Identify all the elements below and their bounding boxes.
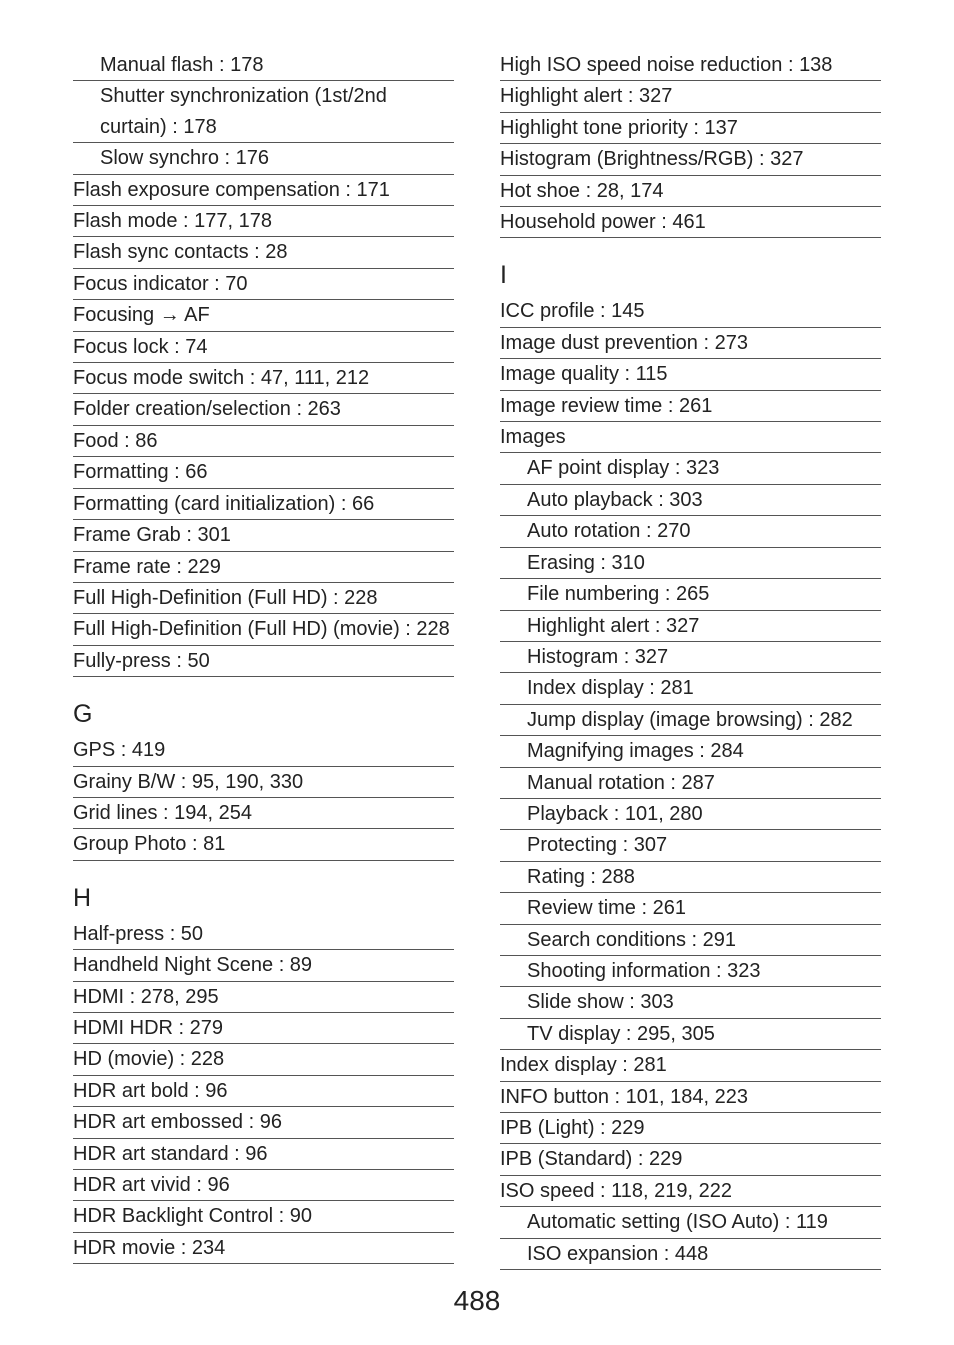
index-entry: Hot shoe : 28, 174 bbox=[500, 176, 881, 207]
index-subentry: AF point display : 323 bbox=[500, 453, 881, 484]
index-entry: Handheld Night Scene : 89 bbox=[73, 950, 454, 981]
index-subentry: Jump display (image browsing) : 282 bbox=[500, 705, 881, 736]
index-entry: Grid lines : 194, 254 bbox=[73, 798, 454, 829]
index-subentry: Auto rotation : 270 bbox=[500, 516, 881, 547]
index-subentry: Erasing : 310 bbox=[500, 548, 881, 579]
index-subentry: ISO expansion : 448 bbox=[500, 1239, 881, 1270]
index-entry: HDR art embossed : 96 bbox=[73, 1107, 454, 1138]
index-entry: HDR Backlight Control : 90 bbox=[73, 1201, 454, 1232]
index-entry: HDR art vivid : 96 bbox=[73, 1170, 454, 1201]
index-entry: Image review time : 261 bbox=[500, 391, 881, 422]
index-entry: ISO speed : 118, 219, 222 bbox=[500, 1176, 881, 1207]
index-subentry: Auto playback : 303 bbox=[500, 485, 881, 516]
index-subentry: Review time : 261 bbox=[500, 893, 881, 924]
index-entry: Formatting : 66 bbox=[73, 457, 454, 488]
index-subentry: Slow synchro : 176 bbox=[73, 143, 454, 174]
index-entry: HDMI HDR : 279 bbox=[73, 1013, 454, 1044]
index-entry: Highlight alert : 327 bbox=[500, 81, 881, 112]
index-entry: Grainy B/W : 95, 190, 330 bbox=[73, 767, 454, 798]
index-entry: INFO button : 101, 184, 223 bbox=[500, 1082, 881, 1113]
index-subentry: File numbering : 265 bbox=[500, 579, 881, 610]
index-entry: HD (movie) : 228 bbox=[73, 1044, 454, 1075]
index-entry: Fully-press : 50 bbox=[73, 646, 454, 677]
index-entry: Focusing → AF bbox=[73, 300, 454, 331]
index-subentry: Rating : 288 bbox=[500, 862, 881, 893]
page-number: 488 bbox=[453, 1285, 501, 1316]
index-entry: Histogram (Brightness/RGB) : 327 bbox=[500, 144, 881, 175]
index-entry: Flash sync contacts : 28 bbox=[73, 237, 454, 268]
index-entry: Group Photo : 81 bbox=[73, 829, 454, 860]
index-subentry: Shooting information : 323 bbox=[500, 956, 881, 987]
index-subentry: Slide show : 303 bbox=[500, 987, 881, 1018]
index-entry: GPS : 419 bbox=[73, 735, 454, 766]
section-heading: H bbox=[73, 883, 92, 912]
index-subentry: Index display : 281 bbox=[500, 673, 881, 704]
index-entry: Focus indicator : 70 bbox=[73, 269, 454, 300]
index-subentry: Automatic setting (ISO Auto) : 119 bbox=[500, 1207, 881, 1238]
index-entry: HDR art bold : 96 bbox=[73, 1076, 454, 1107]
index-subentry: Shutter synchronization (1st/2nd curtain) : 178 bbox=[73, 81, 454, 143]
index-entry: Household power : 461 bbox=[500, 207, 881, 238]
index-entry: Full High-Definition (Full HD) : 228 bbox=[73, 583, 454, 614]
index-entry: Folder creation/selection : 263 bbox=[73, 394, 454, 425]
index-entry: Frame Grab : 301 bbox=[73, 520, 454, 551]
index-entry: ICC profile : 145 bbox=[500, 296, 881, 327]
index-entry: Image quality : 115 bbox=[500, 359, 881, 390]
section-heading: G bbox=[73, 700, 93, 729]
index-subentry: Manual rotation : 287 bbox=[500, 768, 881, 799]
index-entry: HDMI : 278, 295 bbox=[73, 982, 454, 1013]
index-entry: Focus mode switch : 47, 111, 212 bbox=[73, 363, 454, 394]
index-subentry: Search conditions : 291 bbox=[500, 925, 881, 956]
index-column-left bbox=[73, 50, 454, 1264]
index-entry: Focus lock : 74 bbox=[73, 332, 454, 363]
index-entry: High ISO speed noise reduction : 138 bbox=[500, 50, 881, 81]
index-entry: Half-press : 50 bbox=[73, 919, 454, 950]
index-subentry: Playback : 101, 280 bbox=[500, 799, 881, 830]
index-subentry: TV display : 295, 305 bbox=[500, 1019, 881, 1050]
index-entry: HDR art standard : 96 bbox=[73, 1139, 454, 1170]
index-entry: Images bbox=[500, 422, 881, 453]
index-entry: Frame rate : 229 bbox=[73, 552, 454, 583]
index-entry: HDR movie : 234 bbox=[73, 1233, 454, 1264]
section-heading: I bbox=[500, 261, 507, 290]
index-entry: IPB (Standard) : 229 bbox=[500, 1144, 881, 1175]
index-entry: IPB (Light) : 229 bbox=[500, 1113, 881, 1144]
index-entry: Flash mode : 177, 178 bbox=[73, 206, 454, 237]
index-subentry: Highlight alert : 327 bbox=[500, 611, 881, 642]
index-entry: Full High-Definition (Full HD) (movie) : 228 bbox=[73, 614, 454, 645]
index-subentry: Manual flash : 178 bbox=[73, 50, 454, 81]
index-column-right bbox=[500, 50, 881, 1270]
index-entry: Formatting (card initialization) : 66 bbox=[73, 489, 454, 520]
index-entry: Image dust prevention : 273 bbox=[500, 328, 881, 359]
index-subentry: Magnifying images : 284 bbox=[500, 736, 881, 767]
index-subentry: Histogram : 327 bbox=[500, 642, 881, 673]
index-entry: Food : 86 bbox=[73, 426, 454, 457]
index-entry: Flash exposure compensation : 171 bbox=[73, 175, 454, 206]
index-subentry: Protecting : 307 bbox=[500, 830, 881, 861]
index-entry: Index display : 281 bbox=[500, 1050, 881, 1081]
index-entry: Highlight tone priority : 137 bbox=[500, 113, 881, 144]
